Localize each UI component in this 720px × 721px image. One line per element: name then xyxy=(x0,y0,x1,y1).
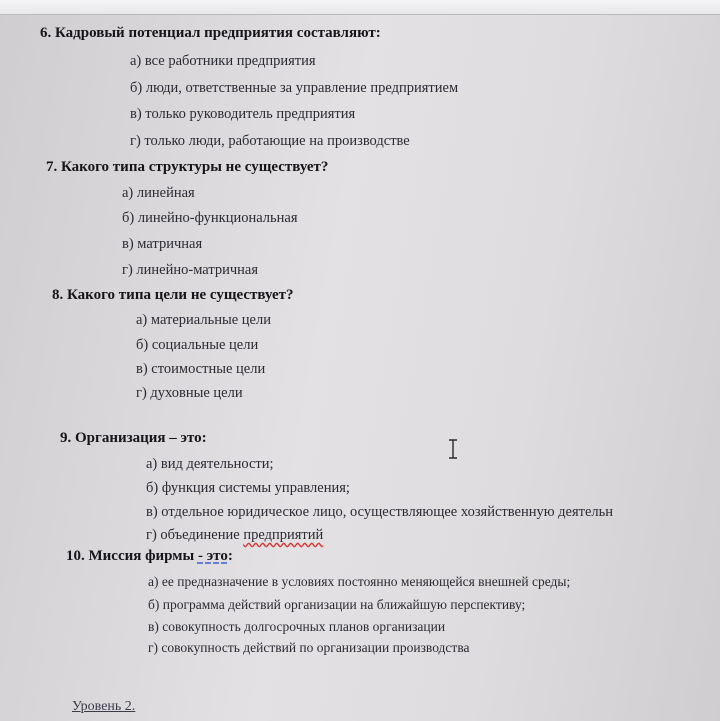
text-cursor-icon xyxy=(448,439,458,459)
question-7-answer-b: б) линейно-функциональная xyxy=(122,210,298,226)
question-9-answer-d-text: г) объединение xyxy=(146,527,244,543)
question-9-title: 9. Организация – это: xyxy=(60,430,207,446)
question-8-answer-c: в) стоимостные цели xyxy=(136,361,266,377)
question-8-answer-a: а) материальные цели xyxy=(136,312,271,328)
question-10-title-text: 10. Миссия фирмы xyxy=(66,548,198,564)
question-6-answer-a: а) все работники предприятия xyxy=(130,53,316,69)
question-7-answer-a: а) линейная xyxy=(122,185,195,201)
question-9-answer-c: в) отдельное юридическое лицо, осуществляющее хозяйственную деятельн xyxy=(146,504,614,520)
question-10-answer-a: а) ее предназначение в условиях постоянно меняющейся внешней среды; xyxy=(148,574,571,589)
question-7-answer-c: в) матричная xyxy=(122,236,203,252)
question-10-answer-c: в) совокупность долгосрочных планов организации xyxy=(148,619,446,634)
grammar-marked-phrase[interactable]: - это xyxy=(197,548,228,564)
question-7-answer-d: г) линейно-матричная xyxy=(122,262,259,278)
question-10-title xyxy=(66,548,233,565)
spellcheck-marked-word[interactable]: предприятий xyxy=(243,527,324,543)
question-6-answer-b: б) люди, ответственные за управление предприятием xyxy=(130,80,459,96)
question-9-answer-b: б) функция системы управления; xyxy=(146,480,350,496)
question-8-answer-d: г) духовные цели xyxy=(136,385,243,401)
question-10-answer-d: г) совокупность действий по организации производства xyxy=(148,640,470,655)
question-8-title: 8. Какого типа цели не существует? xyxy=(52,287,294,303)
question-10-title-colon: : xyxy=(227,548,233,564)
question-9-answer-d xyxy=(146,527,323,544)
question-6-answer-d: г) только люди, работающие на производстве xyxy=(130,133,410,149)
question-6-answer-c: в) только руководитель предприятия xyxy=(130,106,356,122)
question-7-title: 7. Какого типа структуры не существует? xyxy=(46,159,329,175)
question-8-answer-b: б) социальные цели xyxy=(136,337,259,353)
question-9-answer-a: а) вид деятельности; xyxy=(146,456,274,472)
question-6-title: 6. Кадровый потенциал предприятия составляют: xyxy=(40,25,381,41)
level-2-link[interactable]: Уровень 2. xyxy=(72,699,136,714)
question-10-answer-b: б) программа действий организации на ближайшую перспективу; xyxy=(148,597,526,612)
